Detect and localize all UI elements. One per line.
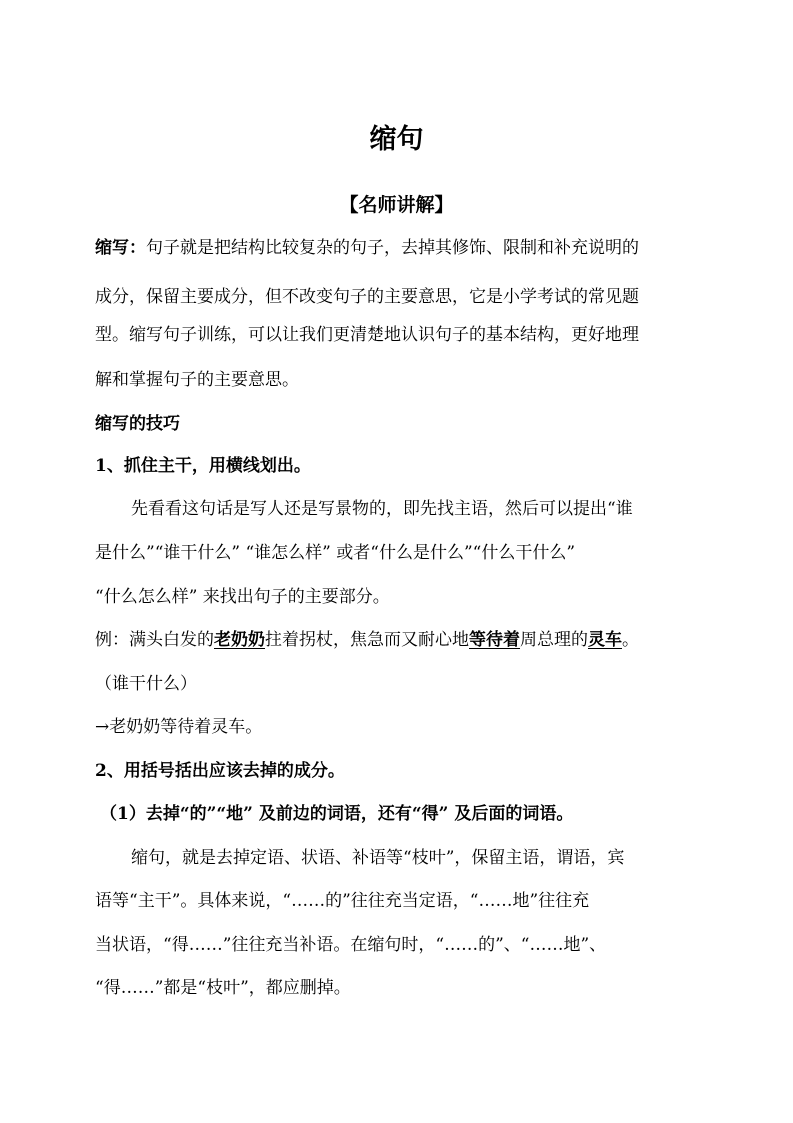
example-sentence	[95, 628, 715, 652]
intro-line-1-text: 句子就是把结构比较复杂的句子，去掉其修饰、限制和补充说明的	[146, 238, 639, 258]
step1-para-line-2: 是什么”“谁干什么” “谁怎么样” 或者“什么是什么”“什么干什么”	[95, 543, 576, 563]
tips-heading: 缩写的技巧	[95, 414, 180, 434]
intro-line-1	[95, 236, 715, 260]
example-end: 。	[622, 630, 639, 650]
step1-para-line-3: “什么怎么样” 来找出句子的主要部分。	[95, 587, 390, 607]
step2-sub-1: （1）去掉“的”“地” 及前边的词语，还有“得” 及后面的词语。	[100, 804, 574, 824]
intro-line-3: 型。缩写句子训练，可以让我们更清楚地认识句子的基本结构，更好地理	[95, 325, 639, 345]
step2-para-line-3: 当状语，“得……”往往充当补语。在缩句时，“……的”、“……地”、	[95, 935, 607, 955]
intro-label: 缩写：	[95, 238, 146, 258]
example-result: →老奶奶等待着灵车。	[95, 717, 263, 737]
example-object: 灵车	[588, 630, 622, 650]
step2-heading: 2、用括号括出应该去掉的成分。	[95, 761, 345, 781]
example-pattern: （谁干什么）	[95, 674, 197, 694]
example-mid-2: 周总理的	[520, 630, 588, 650]
example-mid-1: 拄着拐杖，焦急而又耐心地	[265, 630, 469, 650]
step2-para-line-2: 语等“主干”。具体来说，“……的”往往充当定语，“……地”往往充	[95, 891, 590, 911]
intro-line-4: 解和掌握句子的主要意思。	[95, 370, 299, 390]
intro-line-2: 成分，保留主要成分，但不改变句子的主要意思，它是小学考试的常见题	[95, 287, 639, 307]
step1-para-line-1: 先看看这句话是写人还是写景物的，即先找主语，然后可以提出“谁	[131, 499, 633, 519]
step1-heading: 1、抓住主干，用横线划出。	[95, 456, 311, 476]
page-title: 缩句	[369, 124, 424, 155]
example-prefix: 例：满头白发的	[95, 630, 214, 650]
step2-para-line-4: “得……”都是“枝叶”，都应删掉。	[95, 978, 351, 998]
step2-para-line-1: 缩句，就是去掉定语、状语、补语等“枝叶”，保留主语，谓语，宾	[131, 848, 625, 868]
example-verb: 等待着	[469, 630, 520, 650]
section-subtitle: 【名师讲解】	[339, 194, 454, 216]
example-subject: 老奶奶	[214, 630, 265, 650]
